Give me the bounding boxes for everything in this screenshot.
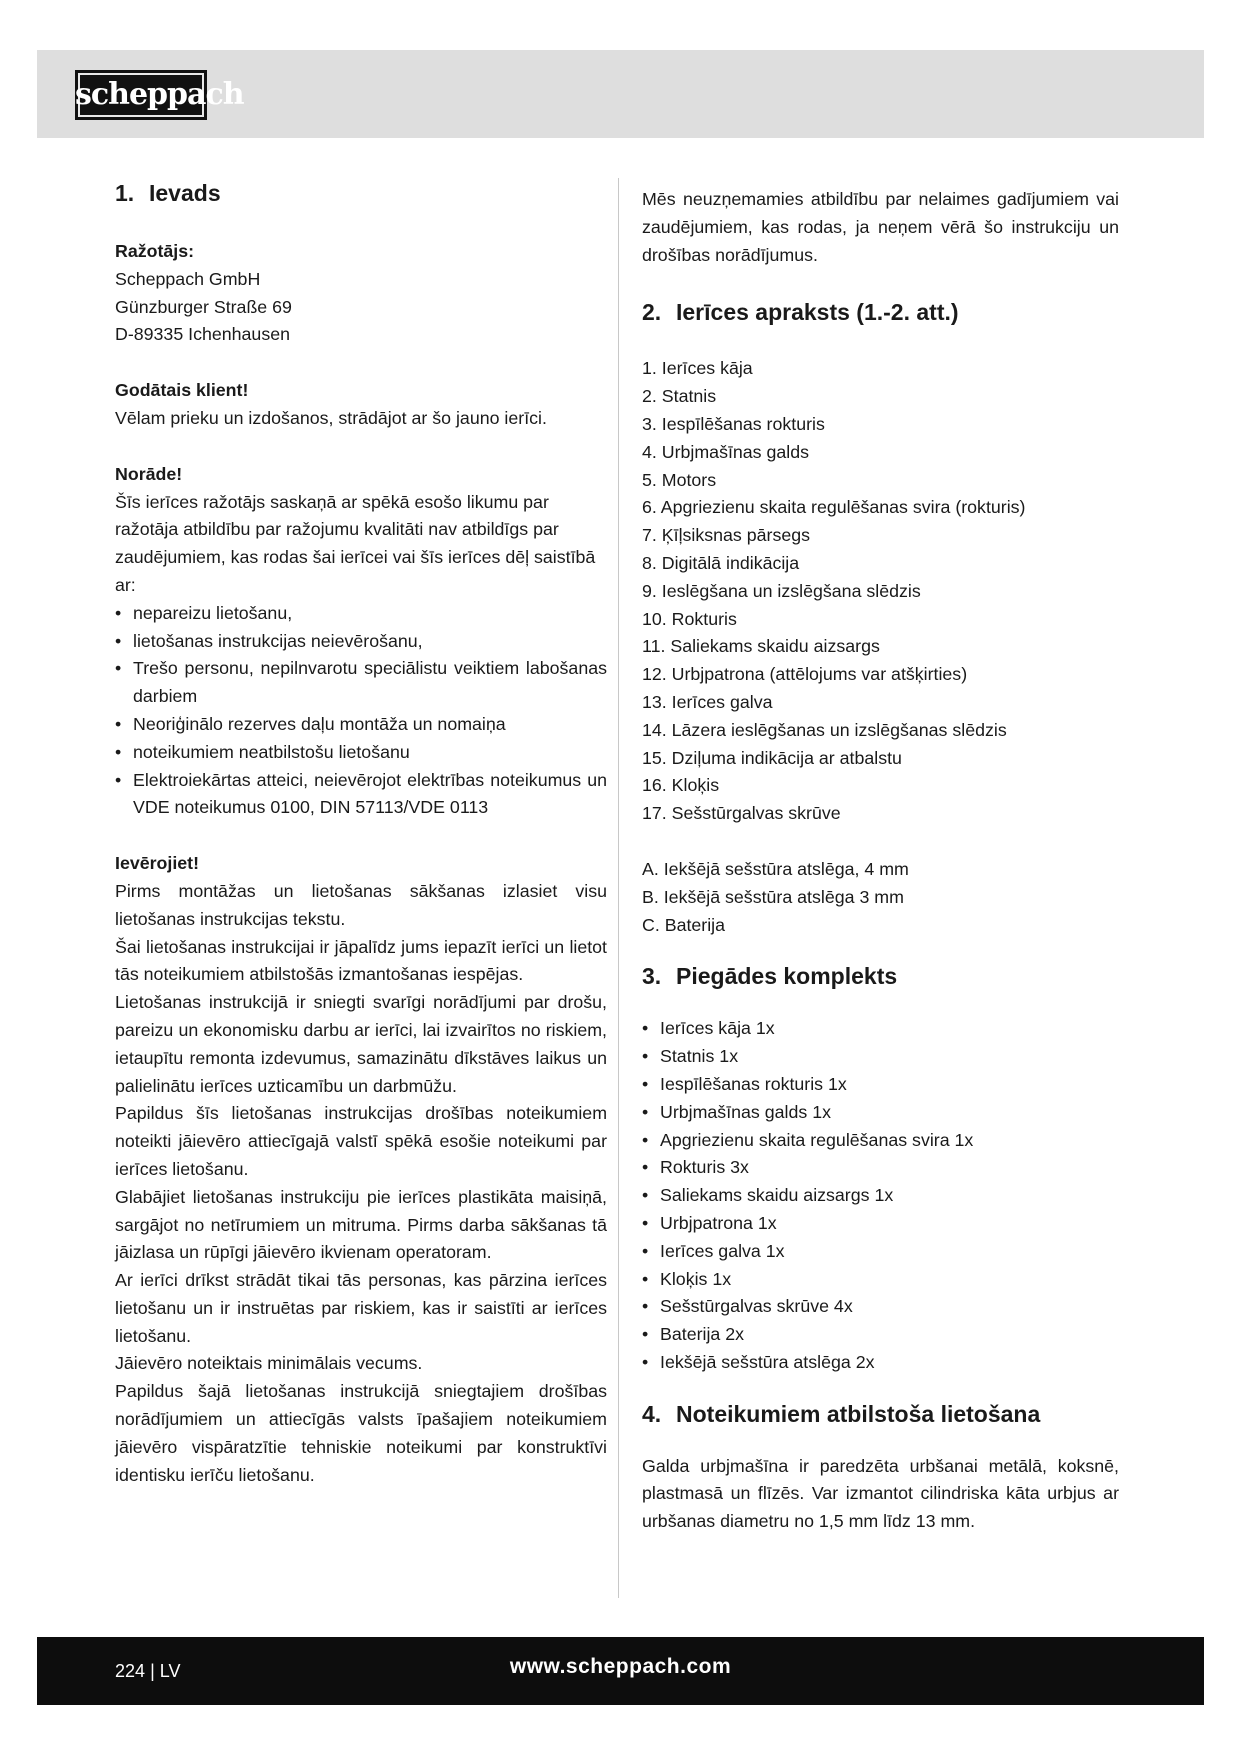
left-column bbox=[115, 178, 607, 1489]
greeting-text: Vēlam prieku un izdošanos, strādājot ar šo jauno ierīci. bbox=[115, 407, 547, 428]
observe-paragraph: Papildus šīs lietošanas instrukcijas drošības noteikumiem noteikti jāievēro attiecīgajā valstī spēkā esošie noteikumi par ierīces lietošanu. bbox=[115, 1103, 607, 1179]
accessory-item: C. Baterija bbox=[642, 914, 726, 935]
list-item: 10. Rokturis bbox=[642, 608, 737, 629]
list-item: 1. Ierīces kāja bbox=[642, 358, 753, 379]
address-line: Günzburger Straße 69 bbox=[115, 296, 292, 317]
list-item: 13. Ierīces galva bbox=[642, 691, 773, 712]
section-4-heading: 4. Noteikumiem atbilstoša lietošana bbox=[642, 1400, 1041, 1427]
list-item: 16. Kloķis bbox=[642, 775, 720, 796]
list-item: 3. Iespīlēšanas rokturis bbox=[642, 413, 825, 434]
list-item: • Iespīlēšanas rokturis 1x bbox=[642, 1071, 1119, 1099]
note-bullet-list bbox=[115, 600, 607, 822]
list-item: • Neoriģinālo rezerves daļu montāža un nomaiņa bbox=[115, 711, 607, 739]
scheppach-logo: scheppach bbox=[75, 70, 207, 120]
note-text: Šīs ierīces ražotājs saskaņā ar spēkā esošo likumu par ražotāja atbildību par ražojumu kvalitāti nav atbildīgs par zaudējumiem, kas rodas šai ierīcei vai šīs ierīces dēļ saistībā ar: bbox=[115, 491, 596, 595]
list-item: • Urbjpatrona 1x bbox=[642, 1210, 1119, 1238]
address-line: D-89335 Ichenhausen bbox=[115, 324, 290, 345]
list-item: • Apgriezienu skaita regulēšanas svira 1x bbox=[642, 1127, 1119, 1155]
list-item: • Ierīces galva 1x bbox=[642, 1238, 1119, 1266]
note-label: Norāde! bbox=[115, 463, 183, 484]
list-item: • Kloķis 1x bbox=[642, 1266, 1119, 1294]
observe-label: Ievērojiet! bbox=[115, 853, 200, 874]
page-number: 224 | LV bbox=[115, 1661, 181, 1681]
list-item: • Iekšējā sešstūra atslēga 2x bbox=[642, 1349, 1119, 1377]
list-item: • nepareizu lietošanu, bbox=[115, 600, 607, 628]
list-item: • Saliekams skaidu aizsargs 1x bbox=[642, 1182, 1119, 1210]
right-column bbox=[642, 186, 1119, 1536]
address-line: Scheppach GmbH bbox=[115, 268, 261, 289]
list-item: • Trešo personu, nepilnvarotu speciālistu veiktiem labošanas darbiem bbox=[115, 655, 607, 711]
list-item: • Ierīces kāja 1x bbox=[642, 1015, 1119, 1043]
list-item: 15. Dziļuma indikācija ar atbalstu bbox=[642, 747, 902, 768]
section-1-heading: 1. Ievads bbox=[115, 180, 221, 206]
observe-paragraph: Pirms montāžas un lietošanas sākšanas izlasiet visu lietošanas instrukcijas tekstu. bbox=[115, 880, 607, 929]
list-item: 2. Statnis bbox=[642, 386, 717, 407]
accessory-item: B. Iekšējā sešstūra atslēga 3 mm bbox=[642, 886, 904, 907]
list-item: • Urbjmašīnas galds 1x bbox=[642, 1099, 1119, 1127]
list-item: 11. Saliekams skaidu aizsargs bbox=[642, 636, 880, 657]
page-header bbox=[37, 50, 1204, 138]
section-3-heading: 3. Piegādes komplekts bbox=[642, 963, 898, 990]
list-item: 14. Lāzera ieslēgšanas un izslēgšanas slēdzis bbox=[642, 719, 1007, 740]
list-item: • Baterija 2x bbox=[642, 1321, 1119, 1349]
list-item: 4. Urbjmašīnas galds bbox=[642, 441, 810, 462]
website-link[interactable]: www.scheppach.com bbox=[509, 1655, 732, 1678]
observe-paragraph: Papildus šajā lietošanas instrukcijā sniegtajiem drošības norādījumiem un attiecīgās valsts īpašajiem noteikumiem jāievēro vispāratzītie tehniskie noteikumi par konstruktīvi identisku ierīču lietošanu. bbox=[115, 1381, 607, 1485]
manufacturer-label: Ražotājs: bbox=[115, 241, 195, 261]
list-item: • noteikumiem neatbilstošu lietošanu bbox=[115, 739, 607, 767]
observe-paragraph: Lietošanas instrukcijā ir sniegti svarīgi norādījumi par drošu, pareizu un ekonomisku darbu ar ierīci, lai izvairītos no riskiem, ietaupītu remonta izdevumus, samazinātu dīkstāves laikus un palielinātu ierīces uzticamību un darbmūžu. bbox=[115, 992, 607, 1096]
parts-list bbox=[642, 355, 1119, 828]
observe-paragraph: Jāievēro noteiktais minimālais vecums. bbox=[115, 1353, 423, 1374]
list-item: 17. Sešstūrgalvas skrūve bbox=[642, 803, 841, 824]
delivery-list bbox=[642, 1015, 1119, 1376]
list-item: 7. Ķīļsiksnas pārsegs bbox=[642, 525, 811, 546]
section-4-text: Galda urbjmašīna ir paredzēta urbšanai metālā, koksnē, plastmasā un flīzēs. Var izmantot cilindriska kāta urbjus ar urbšanas diametru no 1,5 mm līdz 13 mm. bbox=[642, 1455, 1119, 1532]
list-item: 9. Ieslēgšana un izslēgšana slēdzis bbox=[642, 580, 921, 601]
greeting-label: Godātais klient! bbox=[115, 380, 249, 401]
accessory-item: A. Iekšējā sešstūra atslēga, 4 mm bbox=[642, 858, 909, 879]
observe-paragraph: Šai lietošanas instrukcijai ir jāpalīdz jums iepazīt ierīci un lietot tās noteikumiem atbilstošās izmantošanas iespējas. bbox=[115, 936, 607, 985]
list-item: 12. Urbjpatrona (attēlojums var atšķirties) bbox=[642, 664, 968, 685]
list-item: • Elektroiekārtas atteici, neievērojot elektrības noteikumus un VDE noteikumus 0100, DIN 57113/VDE 0113 bbox=[115, 767, 607, 823]
list-item: 5. Motors bbox=[642, 469, 717, 490]
section-2-heading: 2. Ierīces apraksts (1.-2. att.) bbox=[642, 299, 959, 326]
column-divider bbox=[618, 178, 619, 1598]
list-item: • Sešstūrgalvas skrūve 4x bbox=[642, 1293, 1119, 1321]
list-item: 6. Apgriezienu skaita regulēšanas svira (rokturis) bbox=[642, 497, 1026, 518]
observe-paragraph: Glabājiet lietošanas instrukciju pie ierīces plastikāta maisiņā, sargājot no netīrumiem un mitruma. Pirms darba sākšanas tā jāizlasa un rūpīgi jāievēro ikvienam operatoram. bbox=[115, 1186, 607, 1263]
page-footer bbox=[37, 1637, 1204, 1705]
liability-intro: Mēs neuzņemamies atbildību par nelaimes gadījumiem vai zaudējumiem, kas rodas, ja neņem vērā šo instrukciju un drošības norādījumus. bbox=[642, 189, 1119, 265]
observe-paragraph: Ar ierīci drīkst strādāt tikai tās personas, kas pārzina ierīces lietošanu un ir instruētas par riskiem, kas ir saistīti ar ierīces lietošanu. bbox=[115, 1270, 607, 1346]
list-item: • lietošanas instrukcijas neievērošanu, bbox=[115, 628, 607, 656]
list-item: 8. Digitālā indikācija bbox=[642, 552, 800, 573]
list-item: • Rokturis 3x bbox=[642, 1154, 1119, 1182]
list-item: • Statnis 1x bbox=[642, 1043, 1119, 1071]
